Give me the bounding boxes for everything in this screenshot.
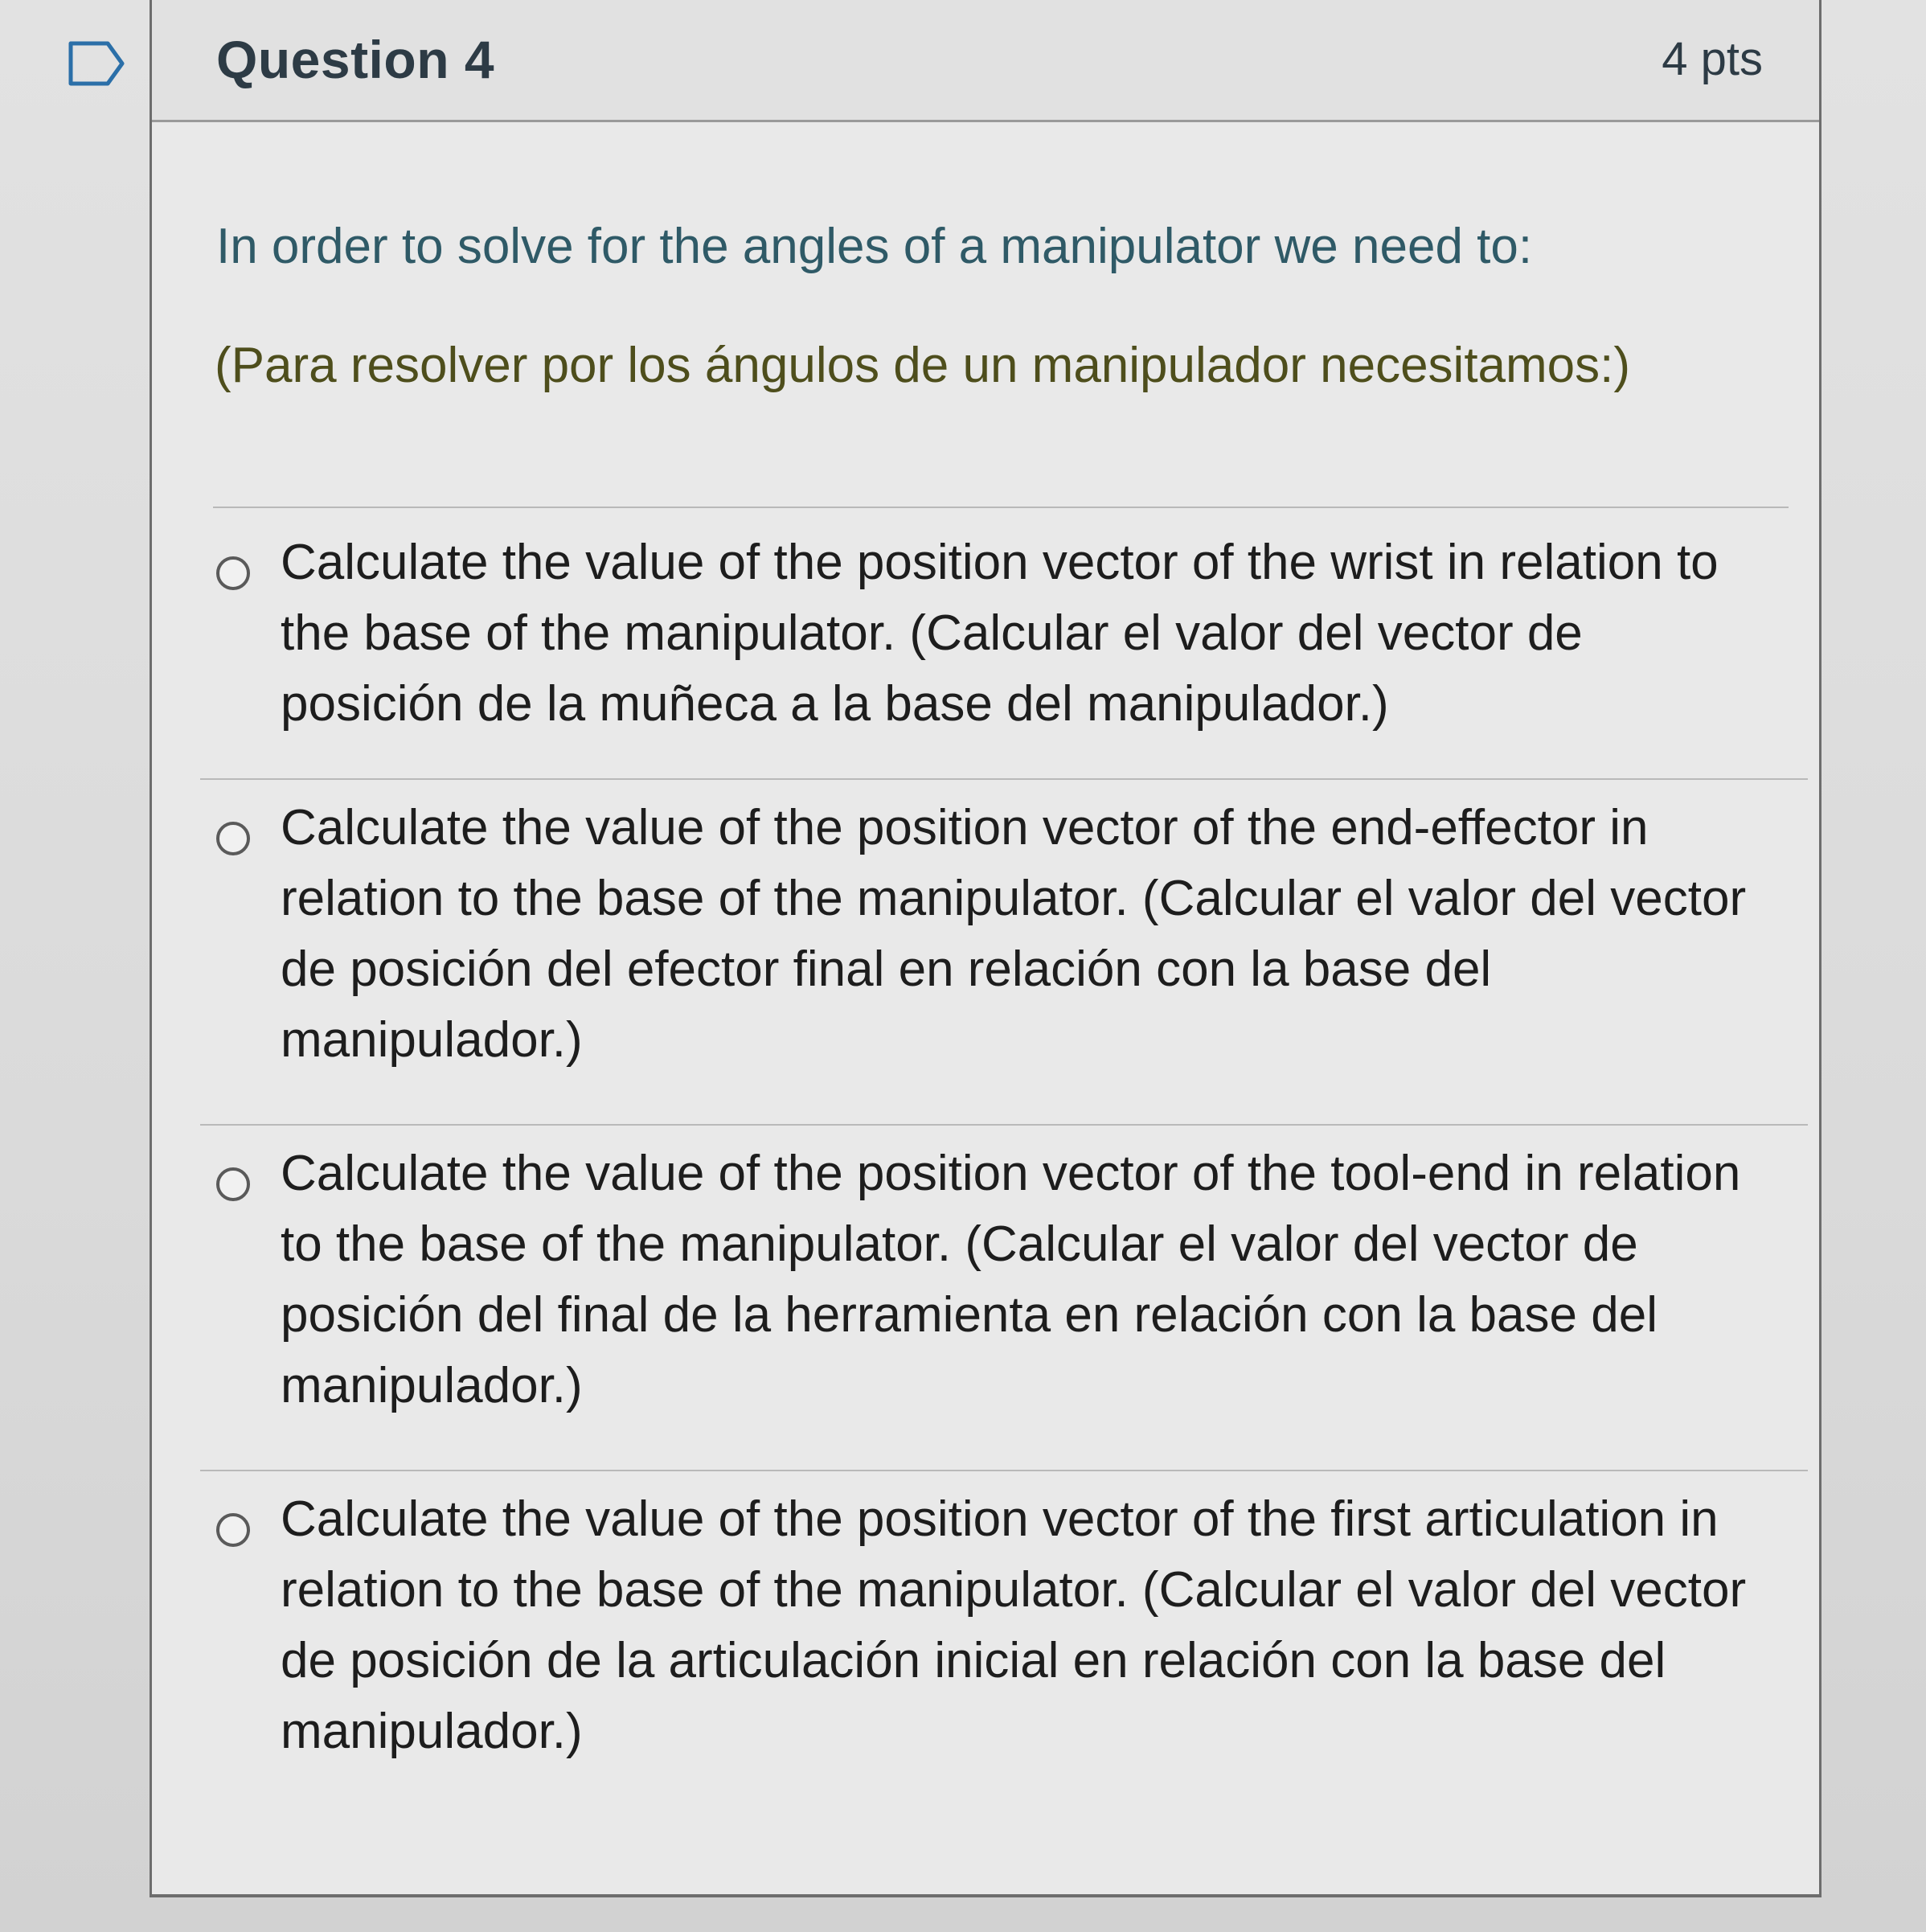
question-points: 4 pts xyxy=(1662,33,1763,85)
radio-button[interactable] xyxy=(216,822,250,855)
answer-label[interactable]: Calculate the value of the position vector of the first articulation in relation to the base of the manipulator. (Calcular el valor del vector de posición de la articulación inicial en relación con la base del manipulador.) xyxy=(281,1491,1747,1759)
answers-divider xyxy=(213,507,1789,508)
answer-label[interactable]: Calculate the value of the position vector of the tool-end in relation to the base of the manipulator. (Calcular el valor del vector de posición del final de la herramienta en relación con la base del manipulador.) xyxy=(281,1146,1741,1413)
radio-button[interactable] xyxy=(216,556,250,590)
question-card xyxy=(150,0,1822,1897)
question-header xyxy=(152,0,1819,122)
question-stem-english: In order to solve for the angles of a manipulator we need to: xyxy=(216,219,1533,274)
flag-question-icon[interactable] xyxy=(68,40,125,87)
answer-option-4[interactable] xyxy=(200,1471,1808,1817)
answer-label[interactable]: Calculate the value of the position vector of the wrist in relation to the base of the manipulator. (Calcular el valor del vector de posición de la muñeca a la base del manipulador.) xyxy=(281,535,1719,732)
answer-label[interactable]: Calculate the value of the position vector of the end-effector in relation to the base of the manipulator. (Calcular el valor del vector de posición del efector final en relación con la base del manipulador.) xyxy=(281,800,1747,1068)
answer-option-3[interactable] xyxy=(200,1126,1808,1471)
answer-option-2[interactable] xyxy=(200,780,1808,1126)
question-stem-spanish: (Para resolver por los ángulos de un manipulador necesitamos:) xyxy=(215,338,1631,393)
radio-button[interactable] xyxy=(216,1513,250,1547)
answer-option-1[interactable] xyxy=(200,515,1808,780)
question-title: Question 4 xyxy=(216,30,495,89)
radio-button[interactable] xyxy=(216,1167,250,1201)
